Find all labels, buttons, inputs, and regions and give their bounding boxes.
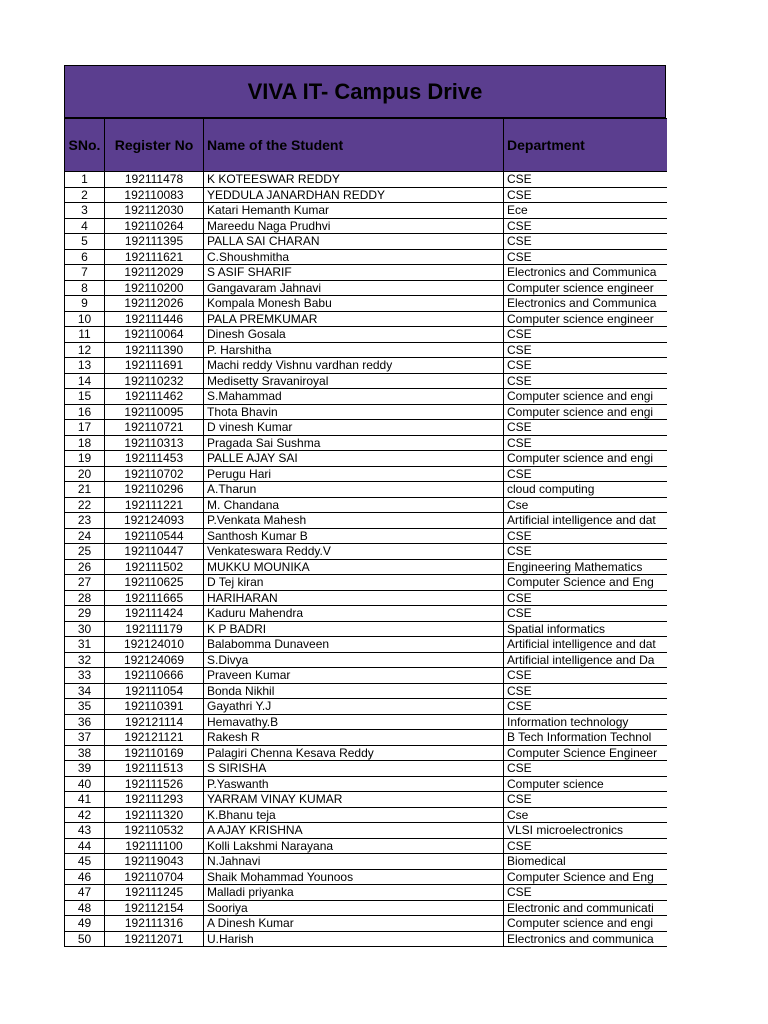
cell-register-no: 192110200 — [105, 280, 204, 296]
cell-sno: 1 — [65, 172, 105, 188]
cell-department: B Tech Information Technol — [504, 730, 667, 746]
cell-student-name: S.Mahammad — [204, 389, 504, 405]
cell-student-name: P.Venkata Mahesh — [204, 513, 504, 529]
cell-sno: 4 — [65, 218, 105, 234]
cell-student-name: YARRAM VINAY KUMAR — [204, 792, 504, 808]
table-row — [65, 203, 667, 219]
cell-sno: 28 — [65, 590, 105, 606]
table-body — [65, 172, 667, 947]
cell-sno: 27 — [65, 575, 105, 591]
cell-sno: 35 — [65, 699, 105, 715]
cell-department: Electronic and communicati — [504, 900, 667, 916]
cell-student-name: Rakesh R — [204, 730, 504, 746]
cell-sno: 32 — [65, 652, 105, 668]
cell-register-no: 192111320 — [105, 807, 204, 823]
cell-sno: 23 — [65, 513, 105, 529]
cell-sno: 9 — [65, 296, 105, 312]
cell-register-no: 192111526 — [105, 776, 204, 792]
cell-student-name: C.Shoushmitha — [204, 249, 504, 265]
cell-student-name: D Tej kiran — [204, 575, 504, 591]
table-row — [65, 869, 667, 885]
cell-student-name: Gayathri Y.J — [204, 699, 504, 715]
cell-sno: 48 — [65, 900, 105, 916]
table-row — [65, 451, 667, 467]
cell-register-no: 192111424 — [105, 606, 204, 622]
cell-register-no: 192110625 — [105, 575, 204, 591]
cell-department: CSE — [504, 668, 667, 684]
table-row — [65, 482, 667, 498]
cell-student-name: Perugu Hari — [204, 466, 504, 482]
cell-department: CSE — [504, 218, 667, 234]
cell-student-name: Kaduru Mahendra — [204, 606, 504, 622]
table-row — [65, 807, 667, 823]
cell-student-name: Malladi priyanka — [204, 885, 504, 901]
cell-department: Artificial intelligence and dat — [504, 637, 667, 653]
cell-department: CSE — [504, 528, 667, 544]
cell-student-name: M. Chandana — [204, 497, 504, 513]
cell-student-name: A AJAY KRISHNA — [204, 823, 504, 839]
cell-student-name: YEDDULA JANARDHAN REDDY — [204, 187, 504, 203]
cell-department: Ece — [504, 203, 667, 219]
cell-department: CSE — [504, 838, 667, 854]
cell-department: CSE — [504, 683, 667, 699]
cell-department: Electronics and communica — [504, 931, 667, 947]
table-row — [65, 249, 667, 265]
cell-department: Computer science and engi — [504, 389, 667, 405]
cell-student-name: K.Bhanu teja — [204, 807, 504, 823]
table-row — [65, 683, 667, 699]
cell-sno: 8 — [65, 280, 105, 296]
table-row — [65, 916, 667, 932]
cell-sno: 21 — [65, 482, 105, 498]
cell-register-no: 192111316 — [105, 916, 204, 932]
table-row — [65, 745, 667, 761]
cell-department: Artificial intelligence and dat — [504, 513, 667, 529]
header-row — [65, 119, 667, 172]
cell-department: Spatial informatics — [504, 621, 667, 637]
cell-register-no: 192111665 — [105, 590, 204, 606]
cell-register-no: 192111221 — [105, 497, 204, 513]
cell-department: Computer science engineer — [504, 311, 667, 327]
table-row — [65, 296, 667, 312]
cell-sno: 29 — [65, 606, 105, 622]
cell-sno: 3 — [65, 203, 105, 219]
cell-department: Artificial intelligence and Da — [504, 652, 667, 668]
table-row — [65, 420, 667, 436]
cell-sno: 44 — [65, 838, 105, 854]
table-row — [65, 234, 667, 250]
table-row — [65, 404, 667, 420]
cell-student-name: Machi reddy Vishnu vardhan reddy — [204, 358, 504, 374]
cell-register-no: 192112026 — [105, 296, 204, 312]
table-row — [65, 885, 667, 901]
table-row — [65, 265, 667, 281]
table-row — [65, 606, 667, 622]
cell-register-no: 192110391 — [105, 699, 204, 715]
cell-register-no: 192111293 — [105, 792, 204, 808]
cell-sno: 37 — [65, 730, 105, 746]
cell-register-no: 192119043 — [105, 854, 204, 870]
cell-sno: 26 — [65, 559, 105, 575]
table-row — [65, 590, 667, 606]
table-row — [65, 714, 667, 730]
cell-student-name: K KOTEESWAR REDDY — [204, 172, 504, 188]
cell-register-no: 192111513 — [105, 761, 204, 777]
cell-register-no: 192111390 — [105, 342, 204, 358]
cell-sno: 17 — [65, 420, 105, 436]
cell-department: CSE — [504, 544, 667, 560]
table-row — [65, 761, 667, 777]
cell-department: Electronics and Communica — [504, 265, 667, 281]
table-row — [65, 931, 667, 947]
cell-student-name: P.Yaswanth — [204, 776, 504, 792]
table-row — [65, 497, 667, 513]
table-row — [65, 838, 667, 854]
cell-register-no: 192110264 — [105, 218, 204, 234]
table-row — [65, 575, 667, 591]
cell-department: VLSI microelectronics — [504, 823, 667, 839]
cell-department: Computer science and engi — [504, 451, 667, 467]
cell-department: CSE — [504, 234, 667, 250]
cell-register-no: 192111100 — [105, 838, 204, 854]
cell-sno: 25 — [65, 544, 105, 560]
table-row — [65, 544, 667, 560]
cell-department: Cse — [504, 497, 667, 513]
table-row — [65, 854, 667, 870]
cell-sno: 16 — [65, 404, 105, 420]
cell-sno: 38 — [65, 745, 105, 761]
cell-sno: 40 — [65, 776, 105, 792]
cell-department: CSE — [504, 606, 667, 622]
cell-sno: 7 — [65, 265, 105, 281]
table-row — [65, 621, 667, 637]
cell-sno: 46 — [65, 869, 105, 885]
cell-sno: 42 — [65, 807, 105, 823]
cell-sno: 22 — [65, 497, 105, 513]
cell-student-name: S.Divya — [204, 652, 504, 668]
cell-register-no: 192111179 — [105, 621, 204, 637]
cell-register-no: 192111478 — [105, 172, 204, 188]
header-name: Name of the Student — [204, 119, 504, 172]
cell-department: CSE — [504, 342, 667, 358]
cell-department: CSE — [504, 327, 667, 343]
header-sno: SNo. — [65, 119, 105, 172]
cell-sno: 34 — [65, 683, 105, 699]
cell-register-no: 192110532 — [105, 823, 204, 839]
cell-department: Computer science — [504, 776, 667, 792]
cell-student-name: PALLA SAI CHARAN — [204, 234, 504, 250]
cell-register-no: 192112154 — [105, 900, 204, 916]
table-row — [65, 435, 667, 451]
cell-student-name: Mareedu Naga Prudhvi — [204, 218, 504, 234]
cell-department: Biomedical — [504, 854, 667, 870]
cell-department: Computer science engineer — [504, 280, 667, 296]
student-table — [64, 118, 667, 947]
table-row — [65, 900, 667, 916]
table-row — [65, 528, 667, 544]
cell-student-name: Dinesh Gosala — [204, 327, 504, 343]
cell-register-no: 192110721 — [105, 420, 204, 436]
cell-department: Information technology — [504, 714, 667, 730]
cell-student-name: PALA PREMKUMAR — [204, 311, 504, 327]
cell-register-no: 192124093 — [105, 513, 204, 529]
cell-register-no: 192111054 — [105, 683, 204, 699]
cell-sno: 33 — [65, 668, 105, 684]
cell-register-no: 192124010 — [105, 637, 204, 653]
cell-student-name: Shaik Mohammad Younoos — [204, 869, 504, 885]
cell-department: Computer Science Engineer — [504, 745, 667, 761]
table-row — [65, 187, 667, 203]
cell-sno: 11 — [65, 327, 105, 343]
table-row — [65, 823, 667, 839]
cell-register-no: 192121114 — [105, 714, 204, 730]
table-row — [65, 637, 667, 653]
cell-sno: 50 — [65, 931, 105, 947]
cell-sno: 49 — [65, 916, 105, 932]
cell-department: CSE — [504, 187, 667, 203]
cell-sno: 41 — [65, 792, 105, 808]
cell-register-no: 192112071 — [105, 931, 204, 947]
spreadsheet — [64, 65, 666, 947]
cell-student-name: K P BADRI — [204, 621, 504, 637]
cell-department: CSE — [504, 466, 667, 482]
cell-sno: 19 — [65, 451, 105, 467]
cell-student-name: HARIHARAN — [204, 590, 504, 606]
table-row — [65, 792, 667, 808]
cell-register-no: 192111502 — [105, 559, 204, 575]
cell-student-name: Palagiri Chenna Kesava Reddy — [204, 745, 504, 761]
cell-register-no: 192112029 — [105, 265, 204, 281]
header-register: Register No — [105, 119, 204, 172]
cell-student-name: PALLE AJAY SAI — [204, 451, 504, 467]
cell-department: Computer Science and Eng — [504, 575, 667, 591]
cell-student-name: Pragada Sai Sushma — [204, 435, 504, 451]
cell-department: CSE — [504, 590, 667, 606]
table-row — [65, 652, 667, 668]
cell-student-name: Katari Hemanth Kumar — [204, 203, 504, 219]
cell-student-name: Balabomma Dunaveen — [204, 637, 504, 653]
table-row — [65, 559, 667, 575]
cell-sno: 30 — [65, 621, 105, 637]
cell-department: CSE — [504, 885, 667, 901]
cell-student-name: Venkateswara Reddy.V — [204, 544, 504, 560]
cell-student-name: Medisetty Sravaniroyal — [204, 373, 504, 389]
cell-student-name: D vinesh Kumar — [204, 420, 504, 436]
cell-department: Computer Science and Eng — [504, 869, 667, 885]
cell-student-name: Hemavathy.B — [204, 714, 504, 730]
cell-register-no: 192111395 — [105, 234, 204, 250]
header-department: Department — [504, 119, 667, 172]
cell-register-no: 192110666 — [105, 668, 204, 684]
cell-department: CSE — [504, 699, 667, 715]
cell-sno: 43 — [65, 823, 105, 839]
cell-register-no: 192110232 — [105, 373, 204, 389]
cell-student-name: Bonda Nikhil — [204, 683, 504, 699]
cell-department: Electronics and Communica — [504, 296, 667, 312]
cell-sno: 14 — [65, 373, 105, 389]
cell-register-no: 192111691 — [105, 358, 204, 374]
table-row — [65, 776, 667, 792]
cell-register-no: 192124069 — [105, 652, 204, 668]
cell-sno: 5 — [65, 234, 105, 250]
cell-department: CSE — [504, 435, 667, 451]
cell-student-name: Gangavaram Jahnavi — [204, 280, 504, 296]
table-row — [65, 342, 667, 358]
cell-department: CSE — [504, 373, 667, 389]
table-row — [65, 280, 667, 296]
cell-register-no: 192111446 — [105, 311, 204, 327]
cell-department: CSE — [504, 249, 667, 265]
cell-sno: 13 — [65, 358, 105, 374]
cell-register-no: 192111462 — [105, 389, 204, 405]
table-row — [65, 172, 667, 188]
cell-register-no: 192110095 — [105, 404, 204, 420]
cell-register-no: 192110313 — [105, 435, 204, 451]
cell-sno: 6 — [65, 249, 105, 265]
cell-register-no: 192112030 — [105, 203, 204, 219]
table-row — [65, 699, 667, 715]
table-row — [65, 373, 667, 389]
table-row — [65, 668, 667, 684]
cell-student-name: Praveen Kumar — [204, 668, 504, 684]
cell-student-name: N.Jahnavi — [204, 854, 504, 870]
table-row — [65, 358, 667, 374]
cell-sno: 15 — [65, 389, 105, 405]
cell-department: CSE — [504, 172, 667, 188]
cell-student-name: Kompala Monesh Babu — [204, 296, 504, 312]
cell-student-name: Santhosh Kumar B — [204, 528, 504, 544]
cell-department: CSE — [504, 358, 667, 374]
cell-register-no: 192110296 — [105, 482, 204, 498]
cell-register-no: 192111621 — [105, 249, 204, 265]
cell-register-no: 192110064 — [105, 327, 204, 343]
cell-department: CSE — [504, 761, 667, 777]
cell-student-name: Kolli Lakshmi Narayana — [204, 838, 504, 854]
cell-sno: 20 — [65, 466, 105, 482]
cell-sno: 18 — [65, 435, 105, 451]
cell-department: CSE — [504, 792, 667, 808]
cell-student-name: A.Tharun — [204, 482, 504, 498]
table-row — [65, 730, 667, 746]
table-row — [65, 389, 667, 405]
cell-sno: 31 — [65, 637, 105, 653]
cell-department: cloud computing — [504, 482, 667, 498]
cell-student-name: Sooriya — [204, 900, 504, 916]
cell-sno: 10 — [65, 311, 105, 327]
cell-sno: 12 — [65, 342, 105, 358]
table-header — [65, 119, 667, 172]
cell-register-no: 192110169 — [105, 745, 204, 761]
cell-department: Computer science and engi — [504, 916, 667, 932]
cell-student-name: A Dinesh Kumar — [204, 916, 504, 932]
table-row — [65, 513, 667, 529]
cell-register-no: 192111245 — [105, 885, 204, 901]
table-row — [65, 466, 667, 482]
cell-department: Computer science and engi — [504, 404, 667, 420]
cell-student-name: U.Harish — [204, 931, 504, 947]
table-row — [65, 327, 667, 343]
cell-register-no: 192110704 — [105, 869, 204, 885]
cell-register-no: 192110544 — [105, 528, 204, 544]
table-row — [65, 218, 667, 234]
cell-register-no: 192110083 — [105, 187, 204, 203]
cell-sno: 45 — [65, 854, 105, 870]
cell-department: CSE — [504, 420, 667, 436]
sheet-title: VIVA IT- Campus Drive — [247, 78, 483, 104]
cell-student-name: Thota Bhavin — [204, 404, 504, 420]
cell-register-no: 192110447 — [105, 544, 204, 560]
cell-student-name: MUKKU MOUNIKA — [204, 559, 504, 575]
cell-student-name: S SIRISHA — [204, 761, 504, 777]
cell-student-name: S ASIF SHARIF — [204, 265, 504, 281]
title-row — [64, 65, 666, 118]
cell-register-no: 192111453 — [105, 451, 204, 467]
cell-register-no: 192121121 — [105, 730, 204, 746]
cell-department: Engineering Mathematics — [504, 559, 667, 575]
cell-sno: 47 — [65, 885, 105, 901]
cell-sno: 36 — [65, 714, 105, 730]
cell-sno: 39 — [65, 761, 105, 777]
cell-student-name: P. Harshitha — [204, 342, 504, 358]
cell-sno: 24 — [65, 528, 105, 544]
cell-sno: 2 — [65, 187, 105, 203]
cell-register-no: 192110702 — [105, 466, 204, 482]
cell-department: Cse — [504, 807, 667, 823]
table-row — [65, 311, 667, 327]
